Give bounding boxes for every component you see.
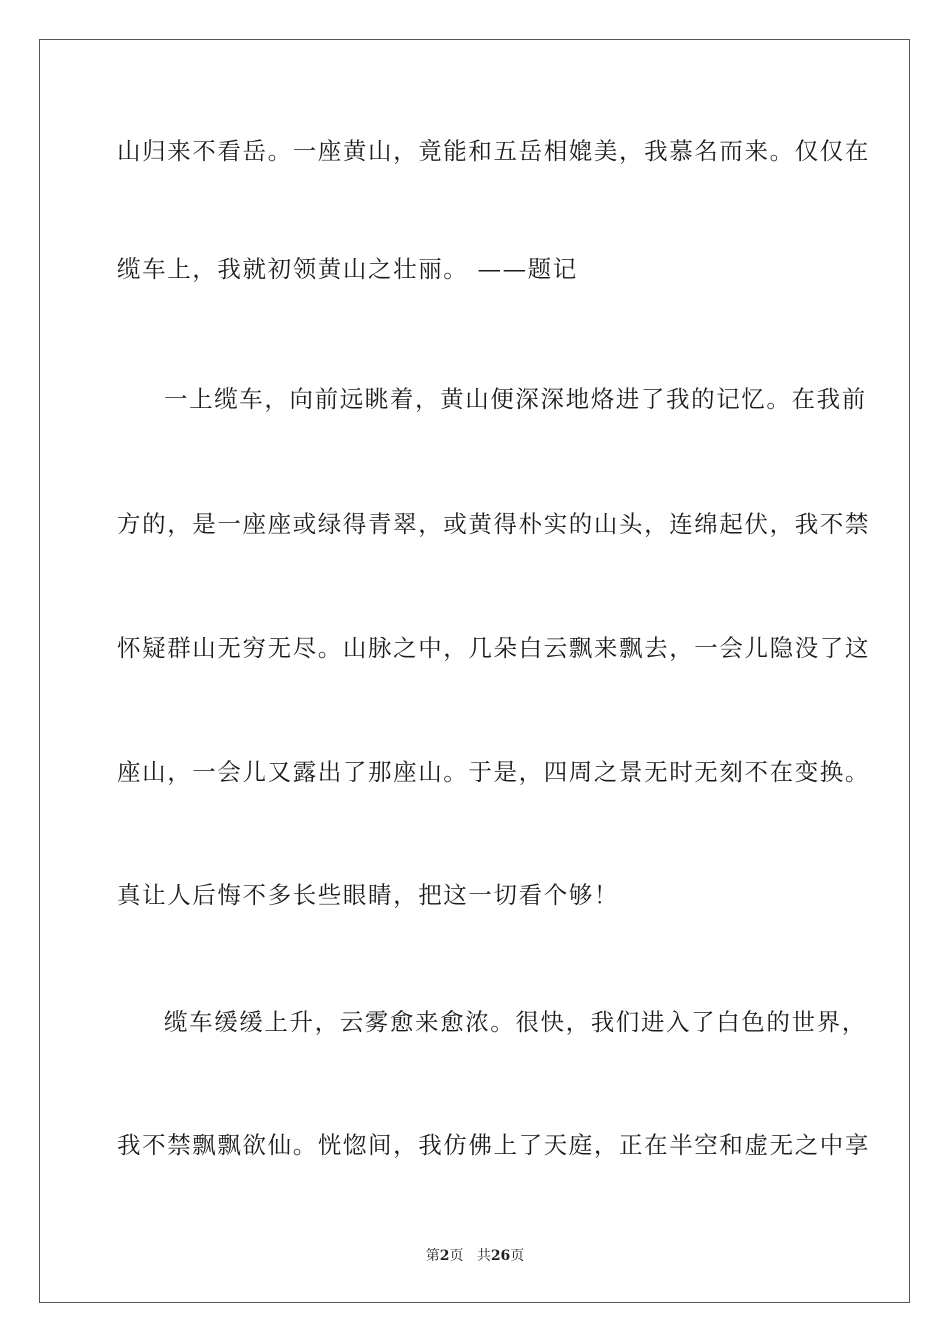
page-prefix: 第 [425,1248,440,1264]
body-line: 真让人后悔不多长些眼睛，把这一切看个够！ [117,881,619,909]
page-border [39,39,910,1303]
page-number: 2 [439,1248,450,1264]
page-suffix: 页 [449,1248,464,1264]
total-pages: 26 [490,1248,511,1264]
body-line: 缆车上，我就初领黄山之壮丽。 ——题记 [117,255,578,283]
body-line: 我不禁飘飘欲仙。恍惚间，我仿佛上了天庭，正在半空和虚无之中享 [117,1131,870,1159]
body-line: 座山，一会儿又露出了那座山。于是，四周之景无时无刻不在变换。 [117,758,870,786]
total-prefix: 共 [476,1248,491,1264]
body-line: 一上缆车，向前远眺着，黄山便深深地烙进了我的记忆。在我前 [164,385,867,413]
page-footer [0,1247,950,1265]
body-line: 方的，是一座座或绿得青翠，或黄得朴实的山头，连绵起伏，我不禁 [117,510,870,538]
body-line: 怀疑群山无穷无尽。山脉之中，几朵白云飘来飘去，一会儿隐没了这 [117,634,870,662]
body-line: 缆车缓缓上升，云雾愈来愈浓。很快，我们进入了白色的世界， [164,1008,867,1036]
total-suffix: 页 [510,1248,525,1264]
body-line: 山归来不看岳。一座黄山，竟能和五岳相媲美，我慕名而来。仅仅在 [117,137,870,165]
